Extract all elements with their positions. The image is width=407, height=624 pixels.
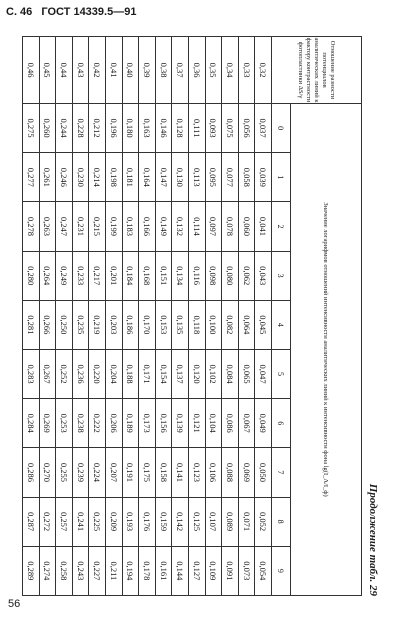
- value-cell: 0,241: [72, 497, 89, 546]
- value-cell: 0,171: [139, 349, 156, 398]
- standard-code: ГОСТ 14339.5—91: [41, 6, 137, 18]
- value-cell: 0,246: [56, 153, 73, 202]
- value-cell: 0,207: [106, 448, 123, 497]
- row-key-cell: 0,32: [255, 37, 272, 104]
- value-cell: 0,243: [72, 546, 89, 595]
- page-header: [6, 6, 306, 26]
- value-cell: 0,159: [155, 497, 172, 546]
- table-row: [106, 37, 123, 596]
- value-cell: 0,247: [56, 202, 73, 251]
- value-cell: 0,199: [106, 202, 123, 251]
- value-cell: 0,077: [222, 153, 239, 202]
- table-row: [39, 37, 56, 596]
- value-cell: 0,060: [238, 202, 255, 251]
- value-cell: 0,211: [106, 546, 123, 595]
- value-cell: 0,153: [155, 300, 172, 349]
- value-cell: 0,198: [106, 153, 123, 202]
- value-cell: 0,272: [39, 497, 56, 546]
- value-cell: 0,163: [139, 104, 156, 153]
- value-cell: 0,238: [72, 399, 89, 448]
- value-cell: 0,166: [139, 202, 156, 251]
- value-cell: 0,056: [238, 104, 255, 153]
- value-cell: 0,132: [172, 202, 189, 251]
- value-cell: 0,253: [56, 399, 73, 448]
- value-cell: 0,287: [23, 497, 40, 546]
- value-cell: 0,065: [238, 349, 255, 398]
- value-cell: 0,231: [72, 202, 89, 251]
- value-cell: 0,151: [155, 251, 172, 300]
- value-cell: 0,067: [238, 399, 255, 448]
- value-cell: 0,100: [205, 300, 222, 349]
- value-cell: 0,154: [155, 349, 172, 398]
- table-row: [155, 37, 172, 596]
- value-cell: 0,041: [255, 202, 272, 251]
- value-cell: 0,189: [122, 399, 139, 448]
- value-cell: 0,142: [172, 497, 189, 546]
- value-cell: 0,209: [106, 497, 123, 546]
- value-cell: 0,206: [106, 399, 123, 448]
- row-key-cell: 0,38: [155, 37, 172, 104]
- value-cell: 0,258: [56, 546, 73, 595]
- value-cell: 0,257: [56, 497, 73, 546]
- table-row: [205, 37, 222, 596]
- row-key-cell: 0,34: [222, 37, 239, 104]
- value-cell: 0,183: [122, 202, 139, 251]
- value-cell: 0,097: [205, 202, 222, 251]
- value-cell: 0,191: [122, 448, 139, 497]
- value-cell: 0,283: [23, 349, 40, 398]
- value-cell: 0,114: [189, 202, 206, 251]
- value-cell: 0,091: [222, 546, 239, 595]
- row-key-cell: 0,46: [23, 37, 40, 104]
- value-cell: 0,113: [189, 153, 206, 202]
- column-number-cell: 3: [272, 251, 291, 300]
- value-cell: 0,284: [23, 399, 40, 448]
- value-cell: 0,175: [139, 448, 156, 497]
- value-cell: 0,078: [222, 202, 239, 251]
- value-cell: 0,052: [255, 497, 272, 546]
- value-cell: 0,224: [89, 448, 106, 497]
- value-cell: 0,236: [72, 349, 89, 398]
- value-cell: 0,264: [39, 251, 56, 300]
- value-cell: 0,201: [106, 251, 123, 300]
- table-body: [23, 37, 272, 596]
- value-cell: 0,215: [89, 202, 106, 251]
- value-cell: 0,130: [172, 153, 189, 202]
- value-cell: 0,043: [255, 251, 272, 300]
- table-row: [238, 37, 255, 596]
- table-row: [23, 37, 40, 596]
- value-cell: 0,050: [255, 448, 272, 497]
- table-continuation-caption: Продолжение табл. 29: [367, 483, 379, 596]
- value-cell: 0,088: [222, 448, 239, 497]
- value-cell: 0,144: [172, 546, 189, 595]
- value-cell: 0,219: [89, 300, 106, 349]
- table-row: [172, 37, 189, 596]
- value-cell: 0,274: [39, 546, 56, 595]
- value-cell: 0,128: [172, 104, 189, 153]
- value-cell: 0,275: [23, 104, 40, 153]
- value-cell: 0,102: [205, 349, 222, 398]
- value-cell: 0,263: [39, 202, 56, 251]
- value-cell: 0,075: [222, 104, 239, 153]
- rotated-table-area: [22, 36, 382, 596]
- row-key-cell: 0,44: [56, 37, 73, 104]
- value-cell: 0,176: [139, 497, 156, 546]
- value-cell: 0,071: [238, 497, 255, 546]
- value-cell: 0,180: [122, 104, 139, 153]
- value-cell: 0,037: [255, 104, 272, 153]
- value-cell: 0,178: [139, 546, 156, 595]
- value-cell: 0,277: [23, 153, 40, 202]
- group-header-cell: Значение логарифмов отношений интенсивности аналитических линий к интенсивности фона lg(I_Λ/I_ф): [291, 104, 362, 596]
- value-cell: 0,141: [172, 448, 189, 497]
- column-number-cell: 1: [272, 153, 291, 202]
- value-cell: 0,261: [39, 153, 56, 202]
- value-cell: 0,289: [23, 546, 40, 595]
- value-cell: 0,039: [255, 153, 272, 202]
- value-cell: 0,069: [238, 448, 255, 497]
- value-cell: 0,104: [205, 399, 222, 448]
- value-cell: 0,222: [89, 399, 106, 448]
- row-key-cell: 0,39: [139, 37, 156, 104]
- value-cell: 0,235: [72, 300, 89, 349]
- value-cell: 0,244: [56, 104, 73, 153]
- column-number-cell: 9: [272, 546, 291, 595]
- value-cell: 0,116: [189, 251, 206, 300]
- column-number-cell: 2: [272, 202, 291, 251]
- table-row: [222, 37, 239, 596]
- value-cell: 0,269: [39, 399, 56, 448]
- table-row: [72, 37, 89, 596]
- value-cell: 0,227: [89, 546, 106, 595]
- value-cell: 0,137: [172, 349, 189, 398]
- row-key-cell: 0,40: [122, 37, 139, 104]
- value-cell: 0,161: [155, 546, 172, 595]
- table-row: [139, 37, 156, 596]
- row-key-cell: 0,43: [72, 37, 89, 104]
- value-cell: 0,107: [205, 497, 222, 546]
- table-row: [122, 37, 139, 596]
- column-number-cell: 5: [272, 349, 291, 398]
- value-cell: 0,204: [106, 349, 123, 398]
- value-cell: 0,120: [189, 349, 206, 398]
- value-cell: 0,095: [205, 153, 222, 202]
- value-cell: 0,156: [155, 399, 172, 448]
- table-header-row: [291, 37, 362, 596]
- value-cell: 0,134: [172, 251, 189, 300]
- column-number-cell: 8: [272, 497, 291, 546]
- row-key-cell: 0,42: [89, 37, 106, 104]
- value-cell: 0,164: [139, 153, 156, 202]
- value-cell: 0,127: [189, 546, 206, 595]
- value-cell: 0,170: [139, 300, 156, 349]
- value-cell: 0,228: [72, 104, 89, 153]
- value-cell: 0,270: [39, 448, 56, 497]
- value-cell: 0,109: [205, 546, 222, 595]
- value-cell: 0,049: [255, 399, 272, 448]
- value-cell: 0,267: [39, 349, 56, 398]
- row-key-cell: 0,45: [39, 37, 56, 104]
- value-cell: 0,225: [89, 497, 106, 546]
- table-row: [56, 37, 73, 596]
- value-cell: 0,260: [39, 104, 56, 153]
- value-cell: 0,064: [238, 300, 255, 349]
- column-number-cell: 0: [272, 104, 291, 153]
- value-cell: 0,093: [205, 104, 222, 153]
- column-number-cell: 4: [272, 300, 291, 349]
- value-cell: 0,173: [139, 399, 156, 448]
- column-number-row: [272, 37, 291, 596]
- value-cell: 0,168: [139, 251, 156, 300]
- value-cell: 0,089: [222, 497, 239, 546]
- row-header-cell: Отношение разности потенциалов аналитических линий к фактору контрастности фотопластинки ΔS/γ: [272, 37, 362, 104]
- value-cell: 0,188: [122, 349, 139, 398]
- value-cell: 0,106: [205, 448, 222, 497]
- table-row: [189, 37, 206, 596]
- value-cell: 0,220: [89, 349, 106, 398]
- value-cell: 0,125: [189, 497, 206, 546]
- value-cell: 0,084: [222, 349, 239, 398]
- value-cell: 0,255: [56, 448, 73, 497]
- value-cell: 0,184: [122, 251, 139, 300]
- value-cell: 0,280: [23, 251, 40, 300]
- value-cell: 0,098: [205, 251, 222, 300]
- value-cell: 0,149: [155, 202, 172, 251]
- value-cell: 0,158: [155, 448, 172, 497]
- value-cell: 0,194: [122, 546, 139, 595]
- column-number-cell: 6: [272, 399, 291, 448]
- value-cell: 0,193: [122, 497, 139, 546]
- value-cell: 0,181: [122, 153, 139, 202]
- page-reference: С. 46: [6, 6, 33, 18]
- row-key-cell: 0,36: [189, 37, 206, 104]
- row-key-cell: 0,33: [238, 37, 255, 104]
- value-cell: 0,086: [222, 399, 239, 448]
- value-cell: 0,045: [255, 300, 272, 349]
- value-cell: 0,230: [72, 153, 89, 202]
- value-cell: 0,080: [222, 251, 239, 300]
- value-cell: 0,047: [255, 349, 272, 398]
- value-cell: 0,054: [255, 546, 272, 595]
- row-key-cell: 0,41: [106, 37, 123, 104]
- value-cell: 0,146: [155, 104, 172, 153]
- value-cell: 0,266: [39, 300, 56, 349]
- value-cell: 0,147: [155, 153, 172, 202]
- value-cell: 0,073: [238, 546, 255, 595]
- value-cell: 0,111: [189, 104, 206, 153]
- value-cell: 0,186: [122, 300, 139, 349]
- value-cell: 0,217: [89, 251, 106, 300]
- data-table: [22, 36, 362, 596]
- row-key-cell: 0,37: [172, 37, 189, 104]
- value-cell: 0,121: [189, 399, 206, 448]
- value-cell: 0,135: [172, 300, 189, 349]
- value-cell: 0,212: [89, 104, 106, 153]
- value-cell: 0,233: [72, 251, 89, 300]
- value-cell: 0,062: [238, 251, 255, 300]
- value-cell: 0,203: [106, 300, 123, 349]
- value-cell: 0,058: [238, 153, 255, 202]
- value-cell: 0,118: [189, 300, 206, 349]
- row-key-cell: 0,35: [205, 37, 222, 104]
- table-row: [255, 37, 272, 596]
- page-number: 56: [8, 598, 21, 610]
- column-number-cell: 7: [272, 448, 291, 497]
- value-cell: 0,281: [23, 300, 40, 349]
- value-cell: 0,249: [56, 251, 73, 300]
- value-cell: 0,139: [172, 399, 189, 448]
- value-cell: 0,252: [56, 349, 73, 398]
- value-cell: 0,123: [189, 448, 206, 497]
- value-cell: 0,214: [89, 153, 106, 202]
- value-cell: 0,082: [222, 300, 239, 349]
- value-cell: 0,278: [23, 202, 40, 251]
- value-cell: 0,239: [72, 448, 89, 497]
- value-cell: 0,196: [106, 104, 123, 153]
- value-cell: 0,286: [23, 448, 40, 497]
- value-cell: 0,250: [56, 300, 73, 349]
- table-row: [89, 37, 106, 596]
